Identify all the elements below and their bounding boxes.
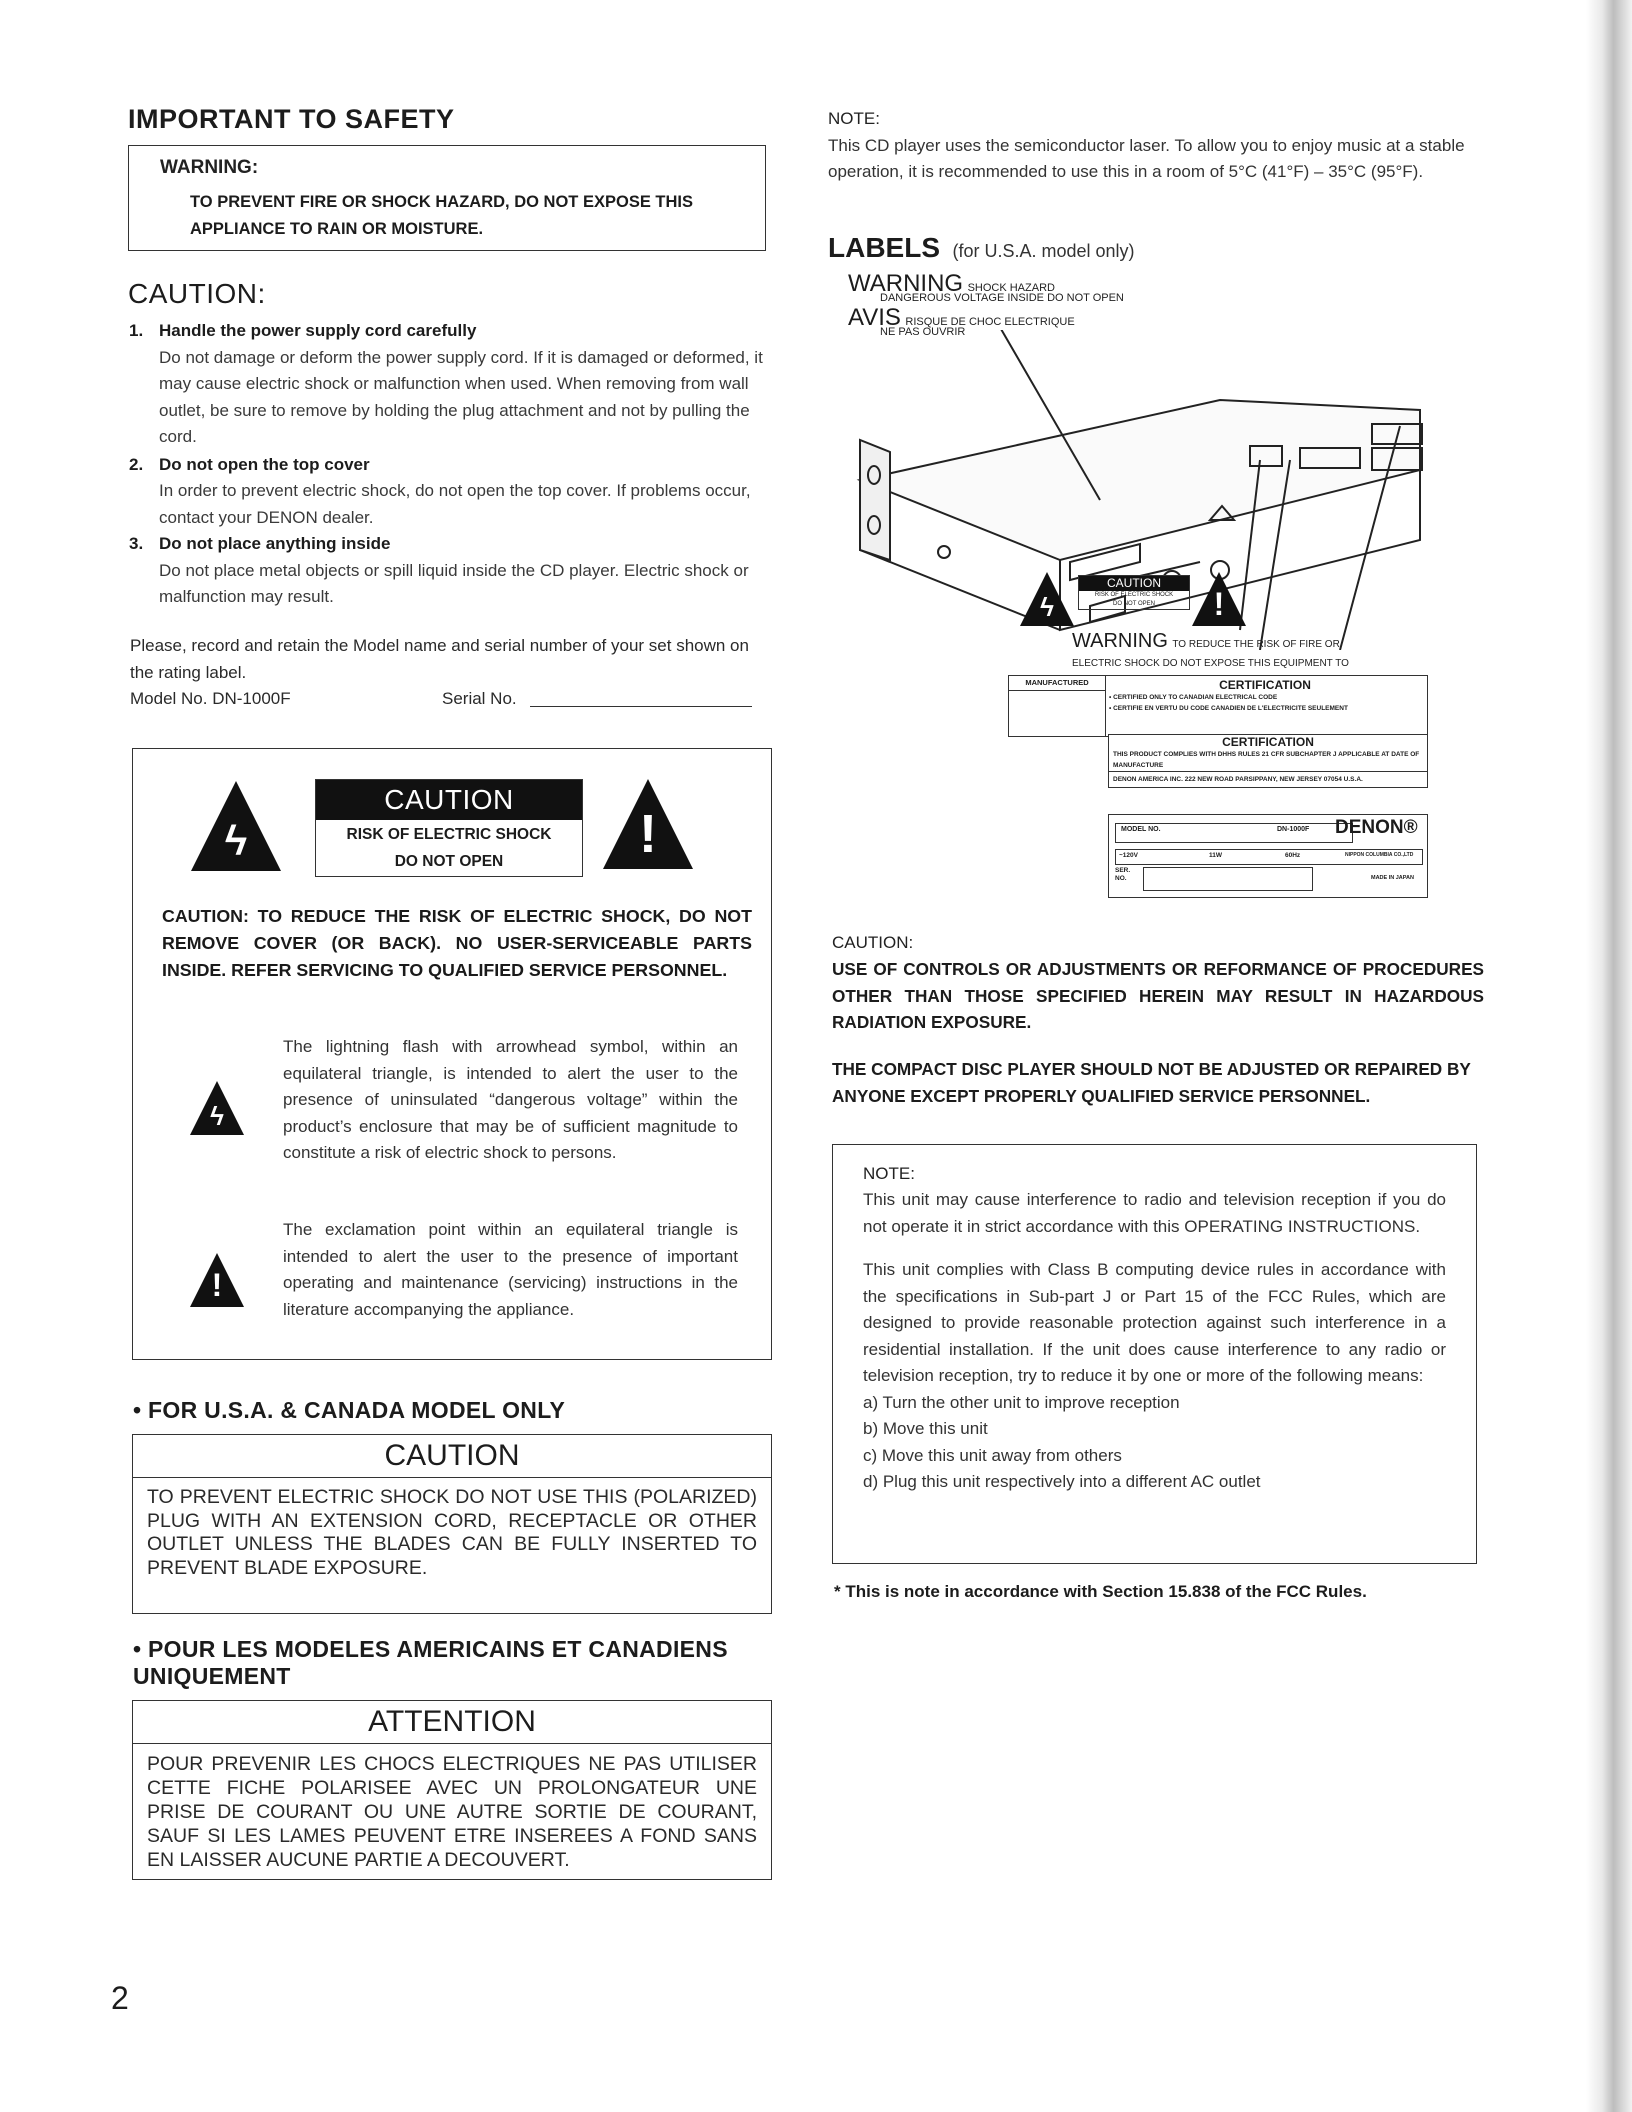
usa-heading: • FOR U.S.A. & CANADA MODEL ONLY — [133, 1397, 566, 1423]
denon-logo: DENON® — [1335, 817, 1418, 838]
lightning-label-icon: ϟ — [1020, 572, 1074, 626]
french-attention-title: ATTENTION — [133, 1701, 771, 1744]
caution-label-sub2: DO NOT OPEN — [394, 853, 504, 870]
laser-note-label: NOTE: — [828, 109, 880, 128]
french-heading: • POUR LES MODELES AMERICAINS ET CANADIENS UNIQUEMENT — [133, 1636, 728, 1689]
warning-text: TO PREVENT FIRE OR SHOCK HAZARD, DO NOT EXPOSE THIS APPLIANCE TO RAIN OR MOISTURE. — [190, 193, 693, 238]
labels-subtitle: (for U.S.A. model only) — [952, 241, 1135, 261]
cert2-line1: THIS PRODUCT COMPLIES WITH DHHS RULES 21 CFR SUBCHAPTER J APPLICABLE AT DATE OF MANUFACTURE — [1113, 751, 1420, 769]
caution-title: CAUTION: — [128, 278, 266, 309]
certification-label-1 — [1008, 675, 1428, 737]
lightning-symbol-icon: ϟ — [190, 1081, 244, 1135]
caution-item-2 — [129, 452, 769, 532]
labels-heading — [828, 232, 1135, 264]
fire-warning-word: WARNING — [1072, 630, 1168, 652]
repair-warning: THE COMPACT DISC PLAYER SHOULD NOT BE ADJUSTED OR REPAIRED BY ANYONE EXCEPT PROPERLY QUALIFIED SERVICE PERSONNEL. — [832, 1059, 1471, 1106]
page-edge-shadow — [1586, 0, 1632, 2112]
shock-hazard-warning — [848, 270, 1124, 304]
rating-wattage: 11W — [1209, 852, 1223, 859]
usa-caution-text: TO PREVENT ELECTRIC SHOCK DO NOT USE THIS (POLARIZED) PLUG WITH AN EXTENSION CORD, RECEPTACLE OR OTHER OUTLET UNLESS THE BLADES CAN BE FULLY INSERTED TO PREVENT BLADE EXPOSURE. — [147, 1486, 757, 1579]
rating-voltage: ~120V — [1119, 852, 1138, 859]
caution-item-number: 3. — [129, 534, 144, 553]
page-number: 2 — [111, 1980, 129, 2016]
model-no: Model No. DN-1000F — [130, 689, 291, 708]
fire-warning-text: TO REDUCE THE RISK OF FIRE OR ELECTRIC SHOCK DO NOT EXPOSE THIS EQUIPMENT TO — [1072, 639, 1349, 669]
caution-item-number: 1. — [129, 321, 144, 340]
warning-box — [128, 145, 766, 251]
caution-label-graphic — [315, 779, 583, 877]
cert1-line1: • CERTIFIED ONLY TO CANADIAN ELECTRICAL CODE — [1109, 694, 1278, 701]
caution-tag-line2: DO NOT OPEN — [1113, 601, 1155, 607]
warning-label: WARNING: — [160, 157, 259, 178]
rating-serial-label: SER. NO. — [1115, 867, 1131, 882]
avis-word: AVIS — [848, 304, 901, 331]
caution-item-body: In order to prevent electric shock, do not open the top cover. If problems occur, contact your DENON dealer. — [159, 481, 751, 527]
avis-small: RISQUE DE CHOC ELECTRIQUE — [905, 316, 1075, 328]
denon-address: DENON AMERICA INC. 222 NEW ROAD PARSIPPANY, NEW JERSEY 07054 U.S.A. — [1109, 771, 1427, 787]
caution-item-title: Handle the power supply cord carefully — [159, 321, 477, 340]
rating-frequency: 60Hz — [1285, 852, 1301, 859]
rating-maker: NIPPON COLUMBIA CO.,LTD — [1345, 852, 1414, 858]
caution-label-sub1: RISK OF ELECTRIC SHOCK — [346, 826, 552, 843]
cert1-title: CERTIFICATION — [1219, 678, 1311, 692]
certification-label-2 — [1108, 734, 1428, 788]
rating-label — [1108, 814, 1428, 898]
caution-main-text: CAUTION: TO REDUCE THE RISK OF ELECTRIC SHOCK, DO NOT REMOVE COVER (OR BACK). NO USER-SERVICEABLE PARTS INSIDE. REFER SERVICING TO QUALIFIED SERVICE PERSONNEL. — [162, 906, 752, 980]
serial-no: Serial No. — [442, 689, 517, 708]
fcc-note-p1: This unit may cause interference to radio and television reception if you do not operate it in strict accordance with this OPERATING INSTRUCTIONS. — [863, 1190, 1446, 1236]
exclamation-symbol-icon: ! — [190, 1253, 244, 1307]
exclamation-label-icon: ! — [1192, 572, 1246, 626]
usa-caution-title: CAUTION — [133, 1435, 771, 1478]
caution-list — [129, 318, 769, 611]
exclamation-explanation: The exclamation point within an equilateral triangle is intended to alert the user to the presence of important operating and maintenance (servicing) instructions in the literature accompanying the appliance. — [283, 1220, 738, 1319]
warning-small: SHOCK HAZARD — [967, 282, 1055, 294]
fcc-note-item-c: c) Move this unit away from others — [863, 1445, 1122, 1465]
caution-item-number: 2. — [129, 454, 144, 474]
lightning-warning-icon: ϟ — [191, 781, 281, 871]
caution-tag-line1: RISK OF ELECTRIC SHOCK — [1094, 592, 1174, 598]
fcc-note-item-b: b) Move this unit — [863, 1419, 988, 1438]
caution-item-body: Do not place metal objects or spill liquid inside the CD player. Electric shock or malfunction may result. — [159, 560, 749, 606]
cert2-title: CERTIFICATION — [1222, 735, 1314, 749]
warning-small-2: DANGEROUS VOLTAGE INSIDE DO NOT OPEN — [880, 292, 1124, 304]
caution-tag-header: CAUTION — [1079, 576, 1189, 591]
caution-item-1 — [129, 318, 769, 451]
warning-word: WARNING — [848, 270, 964, 297]
exclamation-warning-icon: ! — [603, 779, 693, 869]
record-text: Please, record and retain the Model name and serial number of your set shown on the rating label. — [130, 636, 749, 682]
lightning-explanation: The lightning flash with arrowhead symbol, within an equilateral triangle, is intended to alert the user to the presence of uninsulated “dangerous voltage” within the product’s enclosure that may be of sufficient magnitude to constitute a risk of electric shock to persons. — [283, 1037, 738, 1162]
manufactured-label: MANUFACTURED — [1009, 676, 1105, 691]
caution-item-title: Do not place anything inside — [159, 534, 391, 553]
caution-item-3 — [129, 531, 769, 611]
labels-title: LABELS — [828, 232, 940, 263]
fcc-note-label: NOTE: — [863, 1164, 915, 1183]
laser-note-text: This CD player uses the semiconductor laser. To allow you to enjoy music at a stable operation, it is recommended to use this in a room of 5°C (41°F) – 35°C (95°F). — [828, 135, 1465, 181]
caution-label-header: CAUTION — [316, 780, 582, 820]
rating-model-value: DN-1000F — [1277, 826, 1310, 833]
fcc-note-item-d: d) Plug this unit respectively into a different AC outlet — [863, 1472, 1261, 1491]
labels-diagram — [840, 270, 1440, 900]
fcc-note-p2: This unit complies with Class B computing device rules in accordance with the specifications in Sub-part J or Part 15 of the FCC Rules, which are designed to provide reasonable protection against such interference in a residential installation. If the unit does cause interference to any radio or television reception, try to reduce it by one or more of the following means: — [863, 1260, 1446, 1385]
model-serial-row — [130, 686, 770, 714]
usa-caution-box — [132, 1434, 772, 1614]
safety-title: IMPORTANT TO SAFETY — [128, 104, 455, 134]
french-attention-box — [132, 1700, 772, 1880]
fcc-footnote: * This is note in accordance with Section 15.838 of the FCC Rules. — [834, 1582, 1367, 1601]
caution-panel — [132, 748, 772, 1360]
caution-item-body: Do not damage or deform the power supply cord. If it is damaged or deformed, it may cause electric shock or malfunction when used. When removing from wall outlet, be sure to remove by holding the plug attachment and not by pulling the cord. — [159, 347, 763, 446]
laser-caution-label: CAUTION: — [832, 933, 914, 952]
french-attention-text: POUR PREVENIR LES CHOCS ELECTRIQUES NE PAS UTILISER CETTE FICHE POLARISEE AVEC UN PROLONGATEUR UNE PRISE DE COURANT OU UNE AUTRE SORTIE DE COURANT, SAUF SI LES LAMES PEUVENT ETRE INSEREES A FOND SANS EN LAISSER AUCUNE PARTIE A DECOUVERT. — [147, 1753, 757, 1871]
cert1-line2: • CERTIFIE EN VERTU DU CODE CANADIEN DE L'ELECTRICITE SEULEMENT — [1109, 705, 1348, 712]
laser-caution — [832, 930, 1484, 1036]
laser-note — [828, 106, 1476, 186]
serial-no-line — [530, 706, 752, 707]
rating-model-label: MODEL NO. — [1121, 826, 1161, 833]
avis-small-2: NE PAS OUVRIR — [880, 326, 966, 338]
caution-tag-graphic — [1078, 575, 1190, 610]
rating-made-in: MADE IN JAPAN — [1371, 875, 1414, 881]
fcc-note-item-a: a) Turn the other unit to improve reception — [863, 1392, 1180, 1412]
laser-caution-text: USE OF CONTROLS OR ADJUSTMENTS OR REFORMANCE OF PROCEDURES OTHER THAN THOSE SPECIFIED HEREIN MAY RESULT IN HAZARDOUS RADIATION EXPOSURE. — [832, 959, 1484, 1032]
fcc-note-box — [832, 1144, 1477, 1564]
caution-item-title: Do not open the top cover — [159, 454, 370, 474]
